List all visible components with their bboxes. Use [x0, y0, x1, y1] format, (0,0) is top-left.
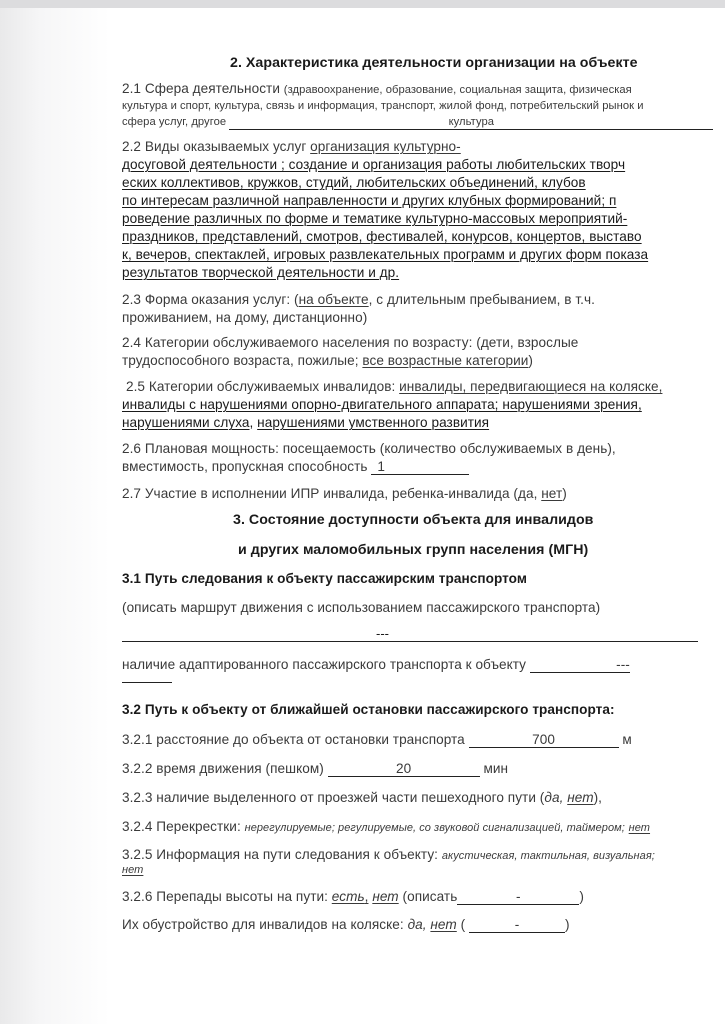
item-2-1-label: 2.1 Сфера деятельности [122, 81, 280, 96]
item-3-1-hint: (описать маршрут движения с использованием пассажирского транспорта) [122, 600, 601, 615]
item-2-3-label: 2.3 Форма оказания услуг: [122, 292, 291, 307]
item-2-7-selected: нет [541, 486, 563, 501]
item-2-2-value-line: роведение различных по форме и тематике культурно-массовых мероприятий- [122, 211, 628, 226]
item-2-2-value-line: организация культурно- [310, 139, 461, 154]
item-3-2-1-unit: м [622, 732, 632, 747]
item-2-7 [122, 485, 567, 502]
item-2-2-value-line: праздников, представлений, смотров, фестивалей, конурсов, концертов, выставо [122, 229, 642, 244]
item-3-2-5 [122, 846, 655, 865]
item-2-1-other: сфера услуг, другое [122, 116, 227, 128]
item-3-2-1-label: 3.2.1 расстояние до объекта от остановки транспорта [122, 732, 465, 747]
item-2-5-selected: нарушениями умственного развития [257, 415, 490, 430]
section-2-title: 2. Характеристика деятельности организации на объекте [230, 55, 638, 71]
section-3-subtitle: и других маломобильных групп населения (МГН) [238, 542, 589, 558]
item-3-2-2-unit: мин [483, 761, 509, 776]
item-2-7-close: ) [562, 486, 567, 501]
item-wheelchair-selected: нет [430, 917, 457, 932]
item-2-4-options: трудоспособного возраста, пожилые; [122, 353, 359, 368]
item-2-5-sep: , [249, 415, 258, 430]
item-3-2-6-est: есть [331, 889, 365, 904]
item-2-3-rest: , с длительным пребыванием, в т.ч. [368, 292, 595, 307]
item-3-1-adapted-line [122, 682, 172, 683]
item-3-2-6-label: 3.2.6 Перепады высоты на пути: [122, 889, 328, 904]
item-3-2-4-label: 3.2.4 Перекрестки: [122, 819, 241, 834]
item-3-2-1-value: 700 [469, 733, 619, 748]
item-3-2-5-options: акустическая, тактильная, визуальная; [441, 850, 655, 862]
item-2-2-value-line: еских коллективов, кружков, студий, любительских объединений, клубов [122, 175, 586, 190]
item-3-2-3-selected: нет [567, 790, 594, 805]
item-3-1-route-line [122, 641, 698, 642]
item-3-2-6-selected: нет [372, 889, 399, 904]
item-2-7-text: 2.7 Участие в исполнении ИПР инвалида, ребенка-инвалида (да, [122, 486, 538, 501]
item-wheelchair-value: - [469, 918, 565, 933]
item-2-1-line2: культура и спорт, культура, связь и информация, транспорт, жилой фонд, потребительский рынок и [122, 100, 644, 112]
item-2-4-close: ) [528, 353, 533, 368]
item-3-1-adapted-value: --- [530, 658, 630, 673]
item-3-2-3 [122, 789, 602, 806]
item-3-1-adapted [122, 656, 630, 673]
item-3-2-2-value: 20 [328, 762, 480, 777]
item-2-6-value: 1 [371, 460, 469, 475]
item-2-2-value-line: досуговой деятельности ; создание и организация работы любительских творч [122, 157, 626, 172]
item-3-2-5-label: 3.2.5 Информация на пути следования к объекту: [122, 847, 438, 862]
item-2-2-value-line: результатов творческой деятельности и др. [122, 265, 400, 280]
item-wheelchair-da: да, [407, 917, 427, 932]
item-2-1-line3 [122, 114, 713, 131]
item-2-4-selected: все возрастные категории [362, 353, 529, 368]
item-3-2-2 [122, 760, 508, 777]
item-3-2-6-value: - [457, 890, 579, 905]
item-2-5-label: 2.5 Категории обслуживаемых инвалидов: [126, 379, 396, 394]
item-2-3-selected: на объекте [298, 292, 369, 307]
item-2-2-value-line: по интересам различной направленности и других клубных формирований; п [122, 193, 617, 208]
item-3-1-route-value: --- [376, 626, 389, 641]
item-2-3-line2: проживанием, на дому, дистанционно) [122, 310, 368, 325]
item-wheelchair-open: ( [460, 917, 466, 932]
scan-edge [0, 0, 725, 8]
item-3-2-5-selected: нет [122, 864, 144, 876]
item-2-4-line2 [122, 352, 533, 369]
item-3-1-title: 3.1 Путь следования к объекту пассажирским транспортом [122, 571, 527, 586]
item-3-2-6-close: ) [579, 889, 584, 904]
item-wheelchair-close: ) [565, 917, 570, 932]
item-2-5-line1 [126, 378, 662, 395]
item-2-2-value-line: к, вечеров, спектаклей, игровых развлекательных программ и других форм показа [122, 247, 649, 262]
item-3-2-6-describe: (описать [402, 889, 458, 904]
item-3-2-2-label: 3.2.2 время движения (пешком) [122, 761, 324, 776]
item-wheelchair [122, 916, 570, 933]
item-3-2-4-selected: нет [628, 822, 651, 834]
item-2-1-options: (здравоохранение, образование, социальная защита, физическая [283, 84, 632, 96]
item-3-2-1 [122, 731, 632, 748]
item-2-6-line1: 2.6 Плановая мощность: посещаемость (количество обслуживаемых в день), [122, 441, 616, 456]
item-3-1-adapted-label: наличие адаптированного пассажирского транспорта к объекту [122, 657, 527, 672]
item-3-2-3-label: 3.2.3 наличие выделенного от проезжей части пешеходного пути ( [122, 790, 545, 805]
item-2-1-line1 [122, 80, 632, 99]
item-3-2-3-close: ), [593, 790, 602, 805]
section-3-title: 3. Состояние доступности объекта для инвалидов [233, 512, 594, 528]
item-2-6-label: вместимость, пропускная способность [122, 459, 368, 474]
item-3-2-6-comma: , [364, 889, 369, 904]
item-2-6-line2 [122, 458, 469, 475]
item-wheelchair-label: Их обустройство для инвалидов на коляске: [122, 917, 404, 932]
item-3-2-6 [122, 888, 584, 905]
item-2-5-selected: инвалиды с нарушениями опорно-двигательного аппарата; нарушениями зрения, [122, 397, 642, 412]
item-2-5-selected: нарушениями слуха [122, 415, 250, 430]
item-2-3-line1: 2.3 Форма оказания услуг: (на объекте, с длительным пребыванием, в т.ч. [122, 292, 595, 307]
item-2-4-line1: 2.4 Категории обслуживаемого населения по возрасту: (дети, взрослые [122, 335, 579, 350]
item-3-2-4-options: нерегулируемые; регулируемые, со звуковой сигнализацией, таймером; [244, 822, 625, 834]
item-3-2-3-da: да, [544, 790, 568, 805]
item-2-2-line1 [122, 138, 461, 155]
item-3-2-4 [122, 818, 650, 837]
item-2-5-line3 [122, 414, 489, 431]
item-2-1-value: культура [229, 115, 713, 130]
item-2-2-label: 2.2 Виды оказываемых услуг [122, 139, 307, 154]
item-2-5-selected: инвалиды, передвигающиеся на коляске, [399, 379, 663, 394]
item-3-2-title: 3.2 Путь к объекту от ближайшей остановки пассажирского транспорта: [122, 702, 615, 717]
